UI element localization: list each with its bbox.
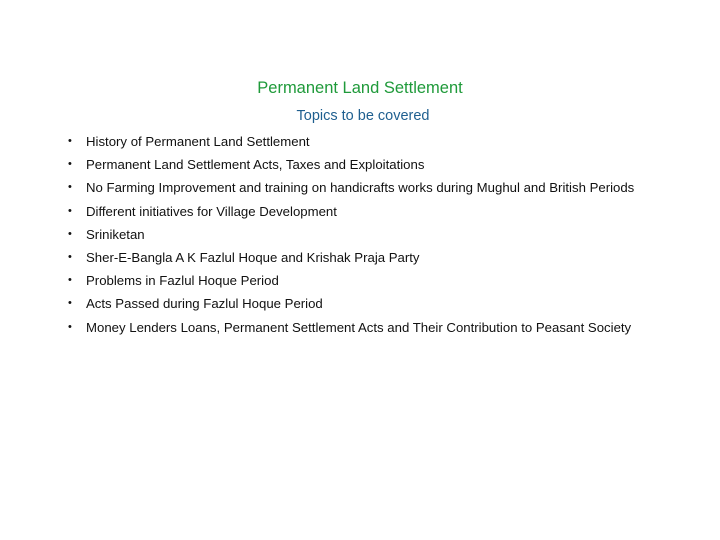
bullet-icon: • <box>68 227 72 240</box>
topic-text: Acts Passed during Fazlul Hoque Period <box>86 296 323 312</box>
topic-item <box>68 155 668 174</box>
topic-text: Money Lenders Loans, Permanent Settlement Acts and Their Contribution to Peasant Society <box>86 319 632 335</box>
topic-item <box>68 202 668 221</box>
bullet-icon: • <box>68 204 72 217</box>
slide-subtitle: Topics to be covered <box>296 108 430 124</box>
topic-text: Problems in Fazlul Hoque Period <box>86 273 279 289</box>
bullet-icon: • <box>68 274 72 287</box>
topics-list <box>68 132 668 341</box>
slide-title: Permanent Land Settlement <box>257 79 463 97</box>
bullet-icon: • <box>68 135 72 147</box>
topic-item <box>68 132 668 151</box>
bullet-icon: • <box>68 320 72 333</box>
topic-item <box>68 178 668 197</box>
topic-text: Sriniketan <box>86 226 145 242</box>
bullet-icon: • <box>68 158 72 171</box>
bullet-icon: • <box>68 250 72 263</box>
topic-text: Different initiatives for Village Development <box>86 203 337 219</box>
topic-item <box>68 318 668 337</box>
topic-item <box>68 271 668 290</box>
topic-item <box>68 294 668 313</box>
topic-item <box>68 225 668 244</box>
topic-text: No Farming Improvement and training on handicrafts works during Mughul and British Periods <box>86 180 635 196</box>
topic-text: Permanent Land Settlement Acts, Taxes and Exploitations <box>86 157 425 173</box>
bullet-icon: • <box>68 181 72 194</box>
bullet-icon: • <box>68 297 72 310</box>
topic-item <box>68 248 668 267</box>
topic-text: History of Permanent Land Settlement <box>86 134 310 149</box>
topic-text: Sher-E-Bangla A K Fazlul Hoque and Krishak Praja Party <box>86 249 420 265</box>
